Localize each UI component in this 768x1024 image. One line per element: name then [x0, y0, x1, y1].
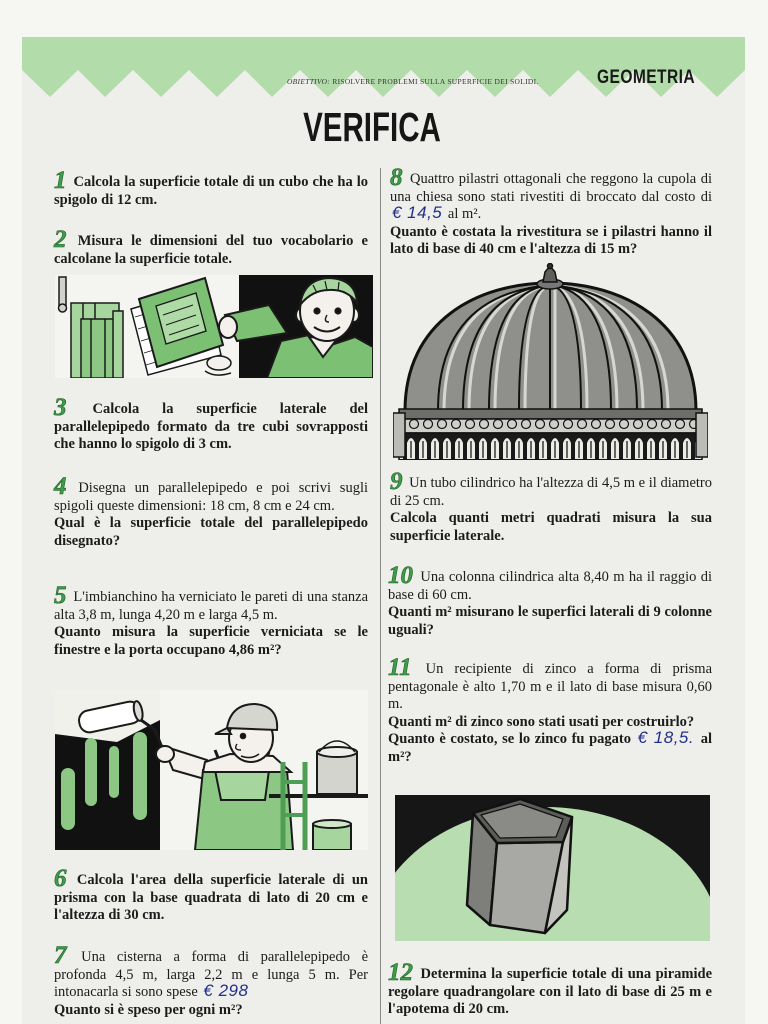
exercise-text: Un tubo cilindrico ha l'altezza di 4,5 m e il diametro di 25 cm.	[390, 475, 713, 509]
exercise-text: L'imbianchino ha verniciato le pareti di una stanza alta 3,8 m, lunga 4,20 m e larga 4,5 m.	[54, 589, 369, 623]
exercise-text: Una cisterna a forma di parallelepipedo è profonda 4,5 m, larga 2,2 m e lunga 5 m. Per intonacarla si sono spese	[54, 949, 369, 1000]
objective-line	[287, 77, 539, 86]
exercise-5	[54, 582, 369, 659]
column-divider	[380, 168, 381, 1024]
exercise-question: Quanto si è speso per ogni m²?	[54, 1001, 243, 1018]
dome-cornice	[393, 409, 708, 460]
exercise-question: Calcola la superficie totale di un cubo che ha lo spigolo di 12 cm.	[54, 174, 368, 208]
handwritten-answer: € 14,5	[392, 203, 443, 222]
exercise-number: 7	[54, 942, 67, 969]
exercise-number: 4	[54, 473, 67, 500]
exercise-question-2: Quanto è costato, se lo zinco fu pagato	[388, 731, 631, 747]
exercise-question: Calcola la superficie laterale del parallelepipedo formato da tre cubi sovrapposti che hanno lo spigolo di 3 cm.	[54, 401, 368, 452]
exercise-text: Un recipiente di zinco a forma di prisma pentagonale è alto 1,70 m e il lato di base misura 0,60 m.	[388, 661, 713, 712]
objective-label: OBIETTIVO:	[287, 77, 331, 86]
exercise-question: Calcola l'area della superficie laterale di un prisma con la base quadrata di lato di 20 cm e l'altezza di 30 cm.	[54, 872, 368, 923]
exercise-4	[54, 473, 369, 550]
exercise-question: Calcola quanti metri quadrati misura la sua superficie laterale.	[390, 510, 712, 544]
exercise-6	[54, 865, 368, 925]
zinc-container-illustration	[395, 795, 710, 941]
painter-illustration	[55, 690, 368, 850]
exercise-7	[54, 942, 369, 1019]
exercise-text-after: al m².	[447, 206, 482, 222]
exercise-question: Quanto misura la superficie verniciata se le finestre e la porta occupano 4,86 m²?	[54, 624, 368, 658]
exercise-number: 3	[54, 394, 67, 421]
exercise-text: Quattro pilastri ottagonali che reggono la cupola di una chiesa sono stati rivestiti di broccato dal costo di	[390, 171, 712, 205]
exercise-question: Quanto è costata la rivestitura se i pilastri hanno il lato di base di 40 cm e l'altezza di 15 m?	[390, 223, 712, 257]
handwritten-answer: € 298	[203, 981, 249, 1000]
exercise-question: Quanti m² misurano le superfici laterali di 9 colonne uguali?	[388, 604, 712, 638]
exercise-number: 8	[390, 164, 403, 191]
dome-illustration	[393, 263, 708, 460]
dome	[405, 283, 696, 411]
exercise-1	[54, 167, 368, 209]
exercise-number: 9	[390, 468, 403, 495]
exercise-number: 11	[388, 654, 412, 681]
exercise-number: 5	[54, 582, 67, 609]
exercise-number: 10	[388, 562, 413, 589]
exercise-number: 1	[54, 167, 67, 194]
exercise-question: Qual è la superficie totale del parallelepipedo disegnato?	[54, 515, 368, 549]
objective-text: RISOLVERE PROBLEMI SULLA SUPERFICIE DEI SOLIDI.	[332, 77, 539, 86]
paint-bucket	[317, 741, 357, 794]
page-title: VERIFICA	[303, 104, 441, 150]
book-illustration	[55, 275, 373, 378]
exercise-12	[388, 959, 713, 1019]
exercise-question: Misura le dimensioni del tuo vocabolario e calcolane la superficie totale.	[54, 233, 368, 267]
dome-finial	[537, 264, 563, 290]
exercise-10	[388, 562, 712, 639]
exercise-question: Quanti m² di zinco sono stati usati per costruirlo?	[388, 713, 695, 730]
handwritten-answer: € 18,5.	[637, 728, 695, 747]
exercise-number: 2	[54, 226, 67, 253]
exercise-9	[390, 468, 713, 545]
pentagonal-prism	[467, 799, 572, 933]
exercise-2	[54, 226, 368, 268]
exercise-number: 6	[54, 865, 67, 892]
exercise-text: Una colonna cilindrica alta 8,40 m ha il raggio di base di 60 cm.	[388, 569, 712, 603]
exercise-question-end: al m²?	[388, 731, 712, 765]
exercise-8	[390, 164, 712, 259]
exercise-number: 12	[388, 959, 413, 986]
exercise-11	[388, 654, 713, 766]
subject-label: GEOMETRIA	[597, 67, 696, 88]
exercise-text: Disegna un parallelepipedo e poi scrivi sugli spigoli queste dimensioni: 18 cm, 8 cm e 24 cm.	[54, 480, 369, 514]
exercise-3	[54, 394, 368, 454]
exercise-question: Determina la superficie totale di una piramide regolare quadrangolare con il lato di base di 25 m e l'apotema di 20 cm.	[388, 966, 713, 1017]
small-bucket	[313, 820, 351, 850]
